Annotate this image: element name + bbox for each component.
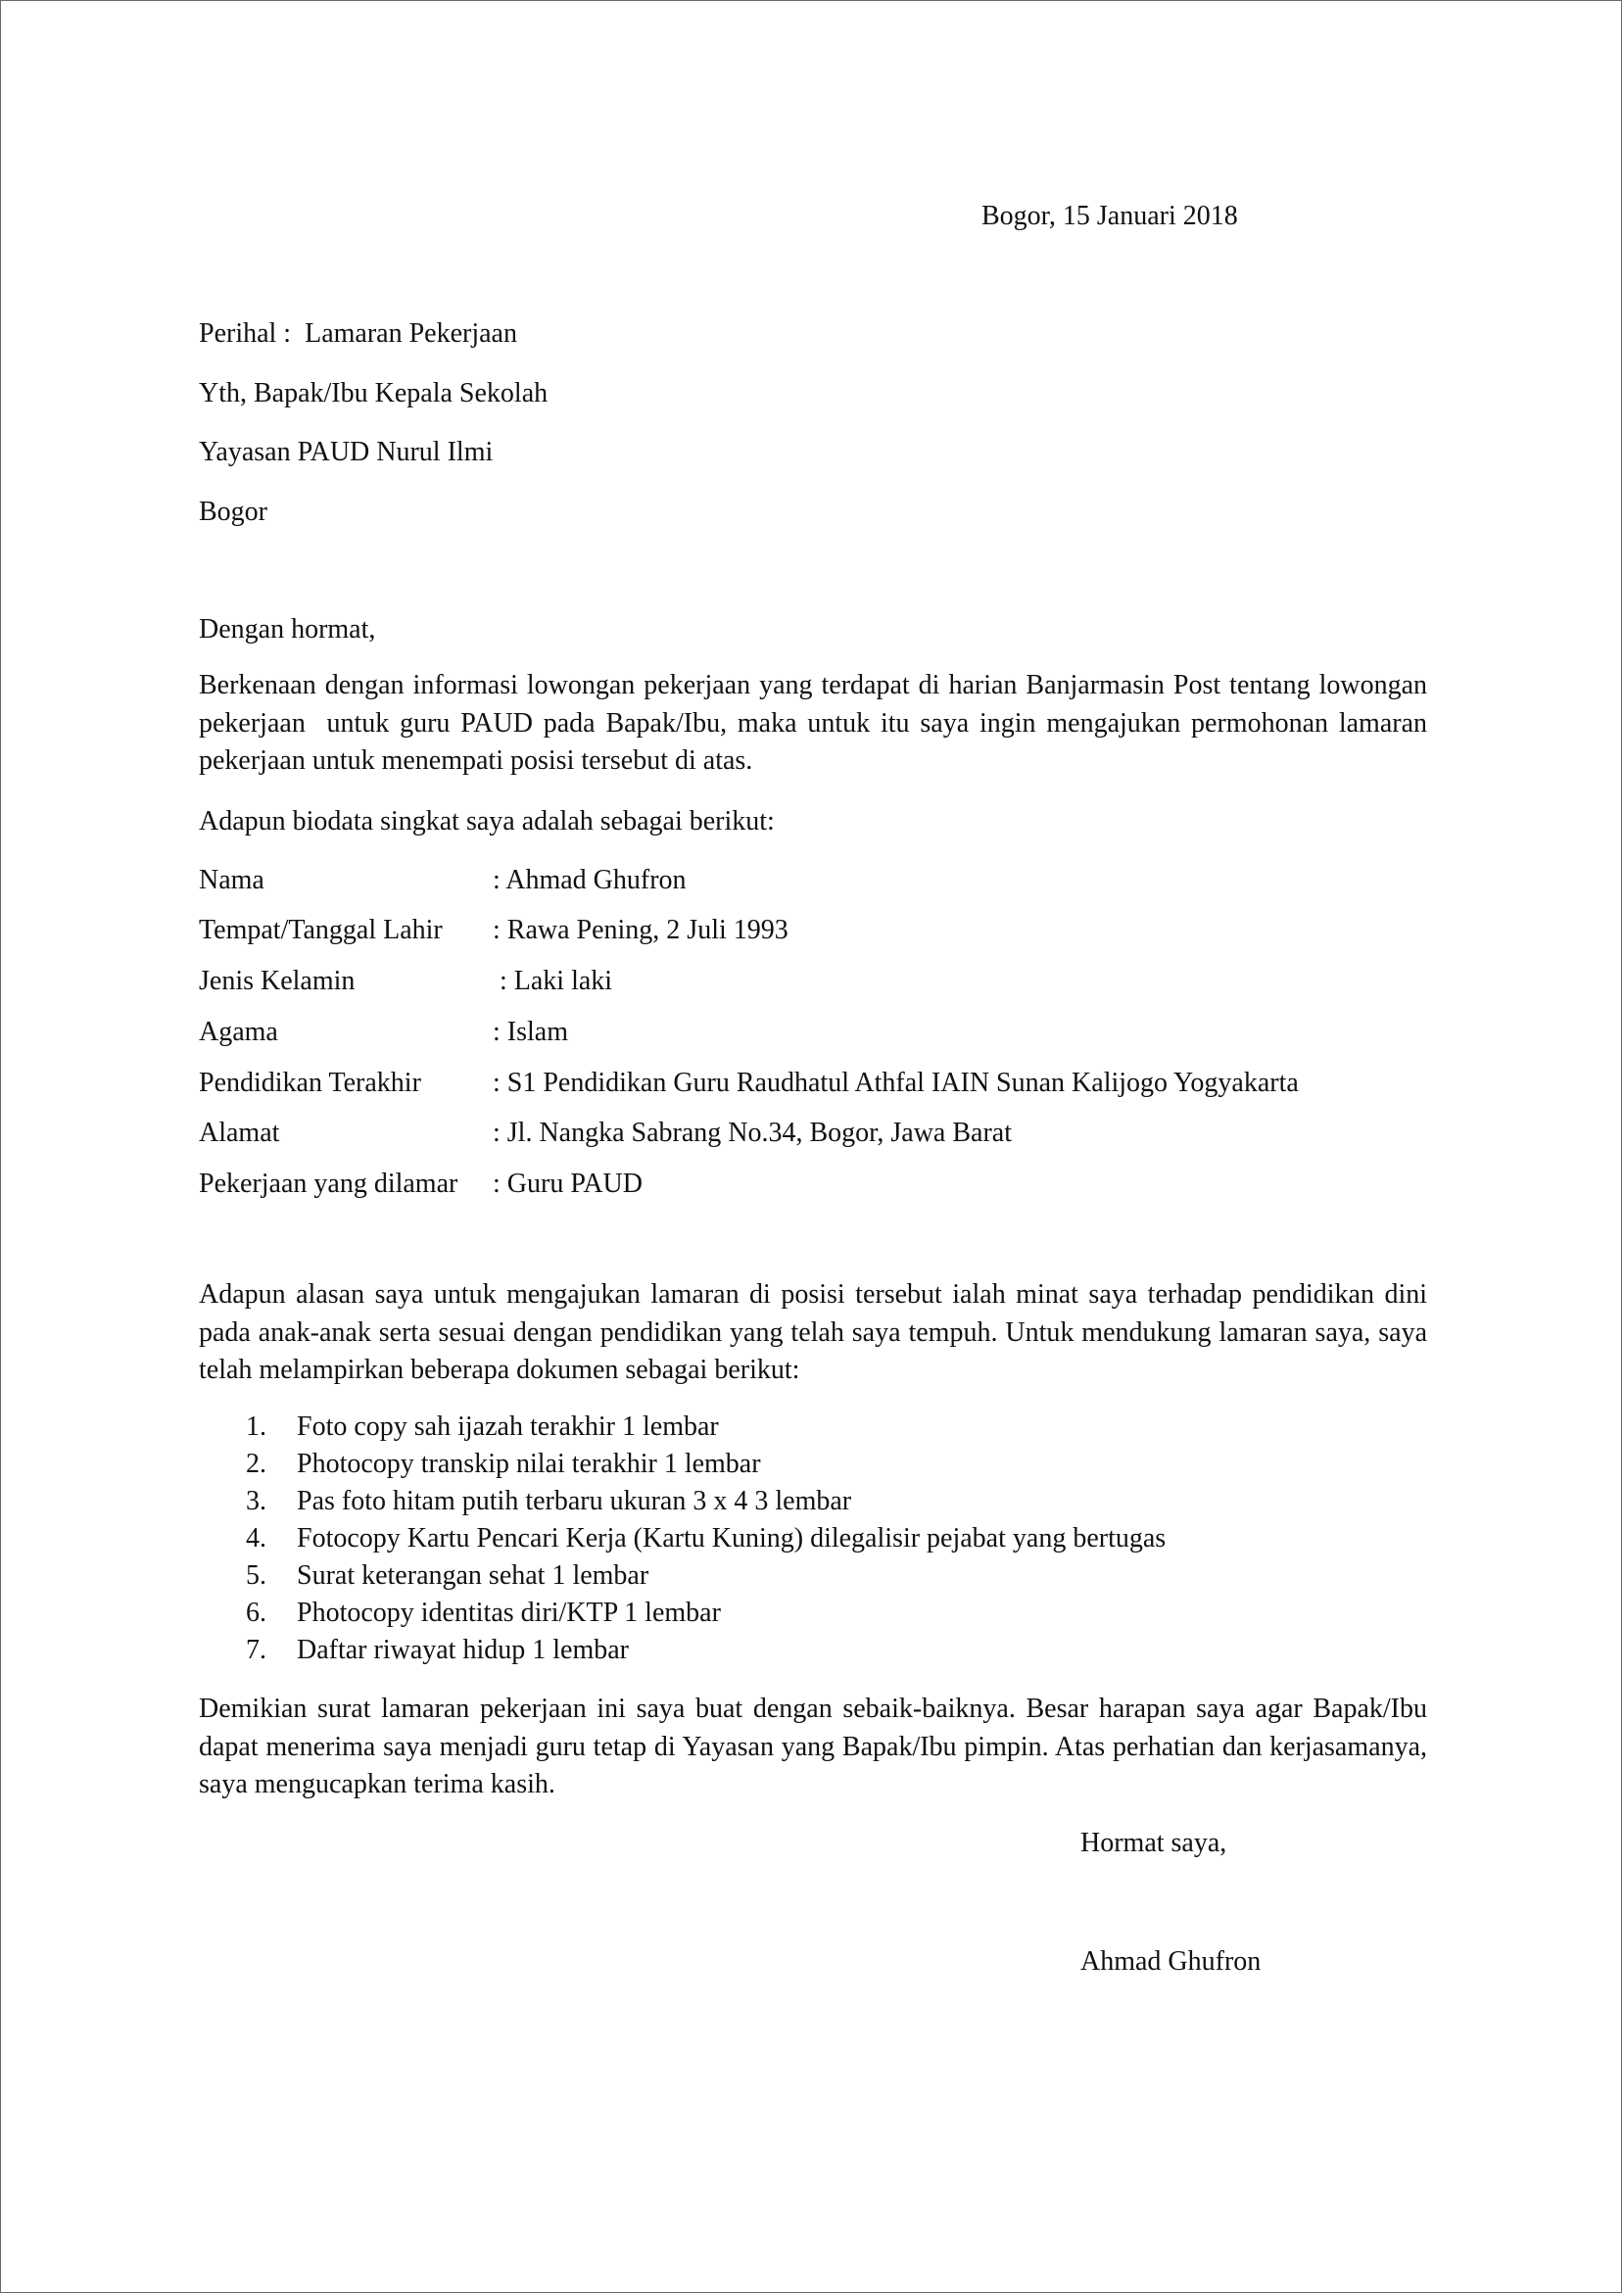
list-item: Surat keterangan sehat 1 lembar xyxy=(297,1560,649,1591)
list-item-number: 4. xyxy=(246,1523,266,1554)
greeting: Dengan hormat, xyxy=(199,614,376,645)
list-item: Daftar riwayat hidup 1 lembar xyxy=(297,1635,629,1665)
subject-line: Perihal : Lamaran Pekerjaan xyxy=(199,318,517,349)
reason-paragraph: Adapun alasan saya untuk mengajukan lamaran di posisi tersebut ialah minat saya terhadap pendidikan dini pada anak-anak serta sesuai dengan pendidikan yang telah saya tempuh. Untuk mendukung lamaran saya, saya telah melampirkan beberapa dokumen sebagai berikut: xyxy=(199,1279,1427,1385)
biodata-value: : Jl. Nangka Sabrang No.34, Bogor, Jawa Barat xyxy=(493,1118,1012,1148)
list-item-number: 2. xyxy=(246,1449,266,1479)
list-item: Photocopy identitas diri/KTP 1 lembar xyxy=(297,1598,721,1628)
biodata-label: Pendidikan Terakhir xyxy=(199,1068,421,1098)
biodata-intro: Adapun biodata singkat saya adalah sebagai berikut: xyxy=(199,806,775,837)
intro-paragraph: Berkenaan dengan informasi lowongan pekerjaan yang terdapat di harian Banjarmasin Post tentang lowongan pekerjaan untuk guru PAUD pada Bapak/Ibu, maka untuk itu saya ingin mengajukan permohonan lamaran pekerjaan untuk menempati posisi tersebut di atas. xyxy=(199,670,1434,776)
biodata-value: : S1 Pendidikan Guru Raudhatul Athfal IAIN Sunan Kalijogo Yogyakarta xyxy=(493,1068,1299,1098)
recipient-line: Bogor xyxy=(199,497,267,527)
list-item-number: 3. xyxy=(246,1486,266,1516)
list-item-number: 7. xyxy=(246,1635,266,1665)
list-item-number: 5. xyxy=(246,1560,266,1591)
biodata-value: : Ahmad Ghufron xyxy=(493,865,687,895)
list-item-number: 6. xyxy=(246,1598,266,1628)
biodata-value: : Laki laki xyxy=(493,966,613,996)
list-item: Fotocopy Kartu Pencari Kerja (Kartu Kuning) dilegalisir pejabat yang bertugas xyxy=(297,1523,1167,1554)
date-line: Bogor, 15 Januari 2018 xyxy=(981,201,1238,231)
biodata-label: Pekerjaan yang dilamar xyxy=(199,1169,458,1199)
biodata-value: : Guru PAUD xyxy=(493,1169,643,1199)
list-item: Photocopy transkip nilai terakhir 1 lembar xyxy=(297,1449,761,1479)
biodata-label: Jenis Kelamin xyxy=(199,966,356,996)
biodata-value: : Rawa Pening, 2 Juli 1993 xyxy=(493,915,788,945)
biodata-label: Alamat xyxy=(199,1118,280,1148)
recipient-line: Yth, Bapak/Ibu Kepala Sekolah xyxy=(199,378,549,408)
list-item-number: 1. xyxy=(246,1411,266,1442)
biodata-label: Nama xyxy=(199,865,264,895)
biodata-label: Tempat/Tanggal Lahir xyxy=(199,915,443,945)
recipient-line: Yayasan PAUD Nurul Ilmi xyxy=(199,437,494,467)
closing-paragraph: Demikian surat lamaran pekerjaan ini saya buat dengan sebaik-baiknya. Besar harapan saya agar Bapak/Ibu dapat menerima saya menjadi guru tetap di Yayasan yang Bapak/Ibu pimpin. Atas perhatian dan kerjasamanya, saya mengucapkan terima kasih. xyxy=(199,1694,1427,1799)
signature-name: Ahmad Ghufron xyxy=(1080,1946,1262,1977)
closing-line: Hormat saya, xyxy=(1080,1828,1227,1858)
list-item: Foto copy sah ijazah terakhir 1 lembar xyxy=(297,1411,719,1442)
biodata-label: Agama xyxy=(199,1017,278,1047)
list-item: Pas foto hitam putih terbaru ukuran 3 x 4 3 lembar xyxy=(297,1486,852,1516)
biodata-value: : Islam xyxy=(493,1017,568,1047)
